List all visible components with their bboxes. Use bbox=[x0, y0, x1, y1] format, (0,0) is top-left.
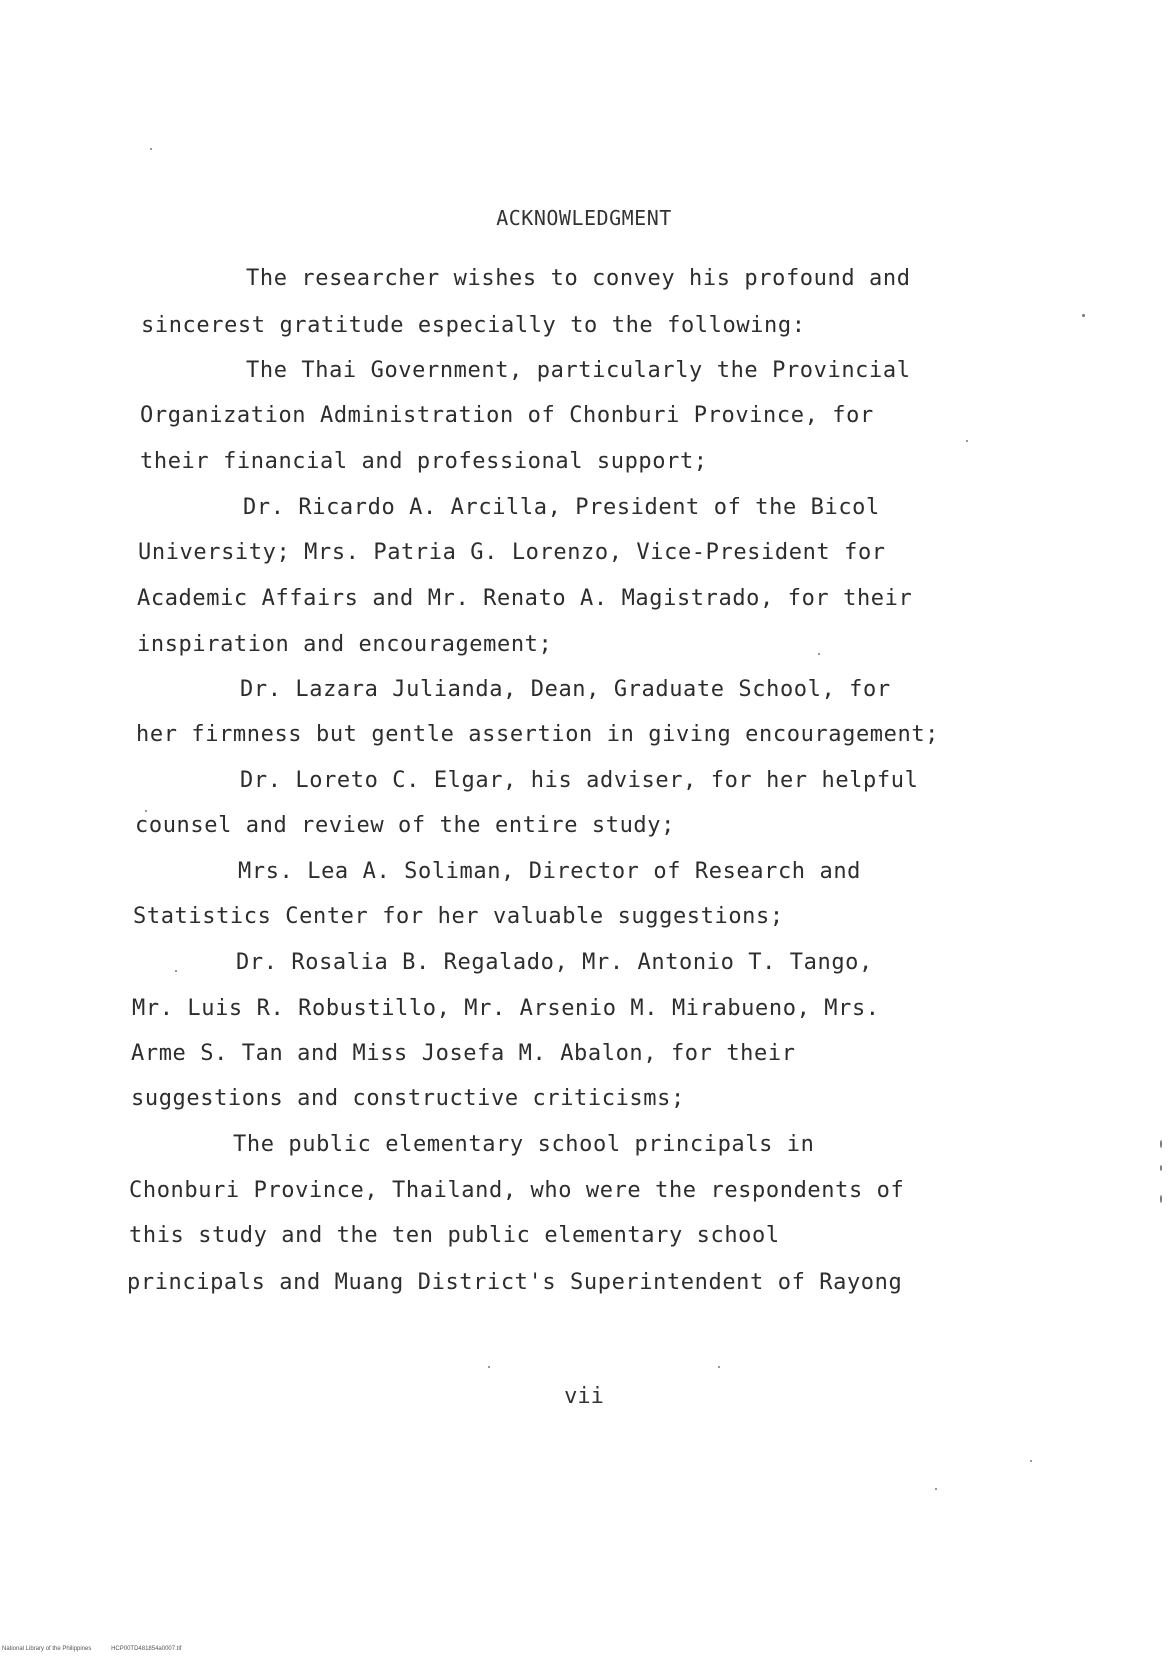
text-line-11: her firmness but gentle assertion in giving encouragement; bbox=[136, 722, 940, 747]
scan-speck bbox=[488, 1366, 490, 1368]
text-line-5: their financial and professional support; bbox=[140, 449, 708, 474]
text-line-21: Chonburi Province, Thailand, who were the respondents of bbox=[129, 1178, 905, 1203]
scan-speck bbox=[175, 970, 177, 972]
scan-speck bbox=[150, 148, 152, 150]
text-line-19: suggestions and constructive criticisms; bbox=[131, 1086, 685, 1111]
text-line-23: principals and Muang District's Superintendent of Rayong bbox=[127, 1270, 903, 1295]
text-line-18: Arme S. Tan and Miss Josefa M. Abalon, for their bbox=[131, 1041, 796, 1066]
footer-file-id: HCP00TD481854a0007.tif bbox=[111, 1646, 182, 1652]
page-number: vii bbox=[564, 1384, 604, 1409]
scan-speck bbox=[1082, 314, 1085, 317]
text-line-15: Statistics Center for her valuable suggestions; bbox=[133, 904, 784, 929]
text-line-13: counsel and review of the entire study; bbox=[135, 813, 675, 838]
text-line-2: sincerest gratitude especially to the following: bbox=[141, 313, 806, 338]
text-line-7: University; Mrs. Patria G. Lorenzo, Vice-President for bbox=[138, 540, 886, 565]
scan-footer bbox=[2, 1646, 199, 1652]
scan-speck bbox=[966, 440, 968, 442]
text-line-22: this study and the ten public elementary school bbox=[129, 1223, 780, 1248]
footer-library: National Library of the Philippines bbox=[2, 1646, 92, 1652]
scan-speck bbox=[1160, 1165, 1162, 1171]
scan-speck bbox=[1160, 1195, 1162, 1203]
scan-speck bbox=[1030, 1460, 1032, 1462]
text-line-12: Dr. Loreto C. Elgar, his adviser, for her helpful bbox=[240, 768, 919, 793]
text-line-17: Mr. Luis R. Robustillo, Mr. Arsenio M. Mirabueno, Mrs. bbox=[132, 996, 880, 1021]
page-heading: ACKNOWLEDGMENT bbox=[496, 206, 672, 230]
text-line-14: Mrs. Lea A. Soliman, Director of Research and bbox=[238, 859, 862, 884]
text-line-1: The researcher wishes to convey his profound and bbox=[246, 266, 911, 291]
scan-speck bbox=[718, 1366, 720, 1368]
scan-speck bbox=[1160, 1140, 1162, 1148]
scan-speck bbox=[818, 653, 820, 655]
text-line-6: Dr. Ricardo A. Arcilla, President of the Bicol bbox=[243, 495, 880, 520]
scan-speck bbox=[935, 1488, 937, 1490]
text-line-9: inspiration and encouragement; bbox=[137, 632, 553, 657]
scan-speck bbox=[145, 810, 147, 812]
text-line-8: Academic Affairs and Mr. Renato A. Magistrado, for their bbox=[137, 586, 913, 611]
text-line-4: Organization Administration of Chonburi Province, for bbox=[140, 403, 874, 428]
text-line-16: Dr. Rosalia B. Regalado, Mr. Antonio T. Tango, bbox=[236, 950, 873, 975]
text-line-20: The public elementary school principals in bbox=[233, 1132, 815, 1157]
text-line-10: Dr. Lazara Julianda, Dean, Graduate School, for bbox=[240, 677, 891, 702]
text-line-3: The Thai Government, particularly the Provincial bbox=[246, 358, 911, 383]
